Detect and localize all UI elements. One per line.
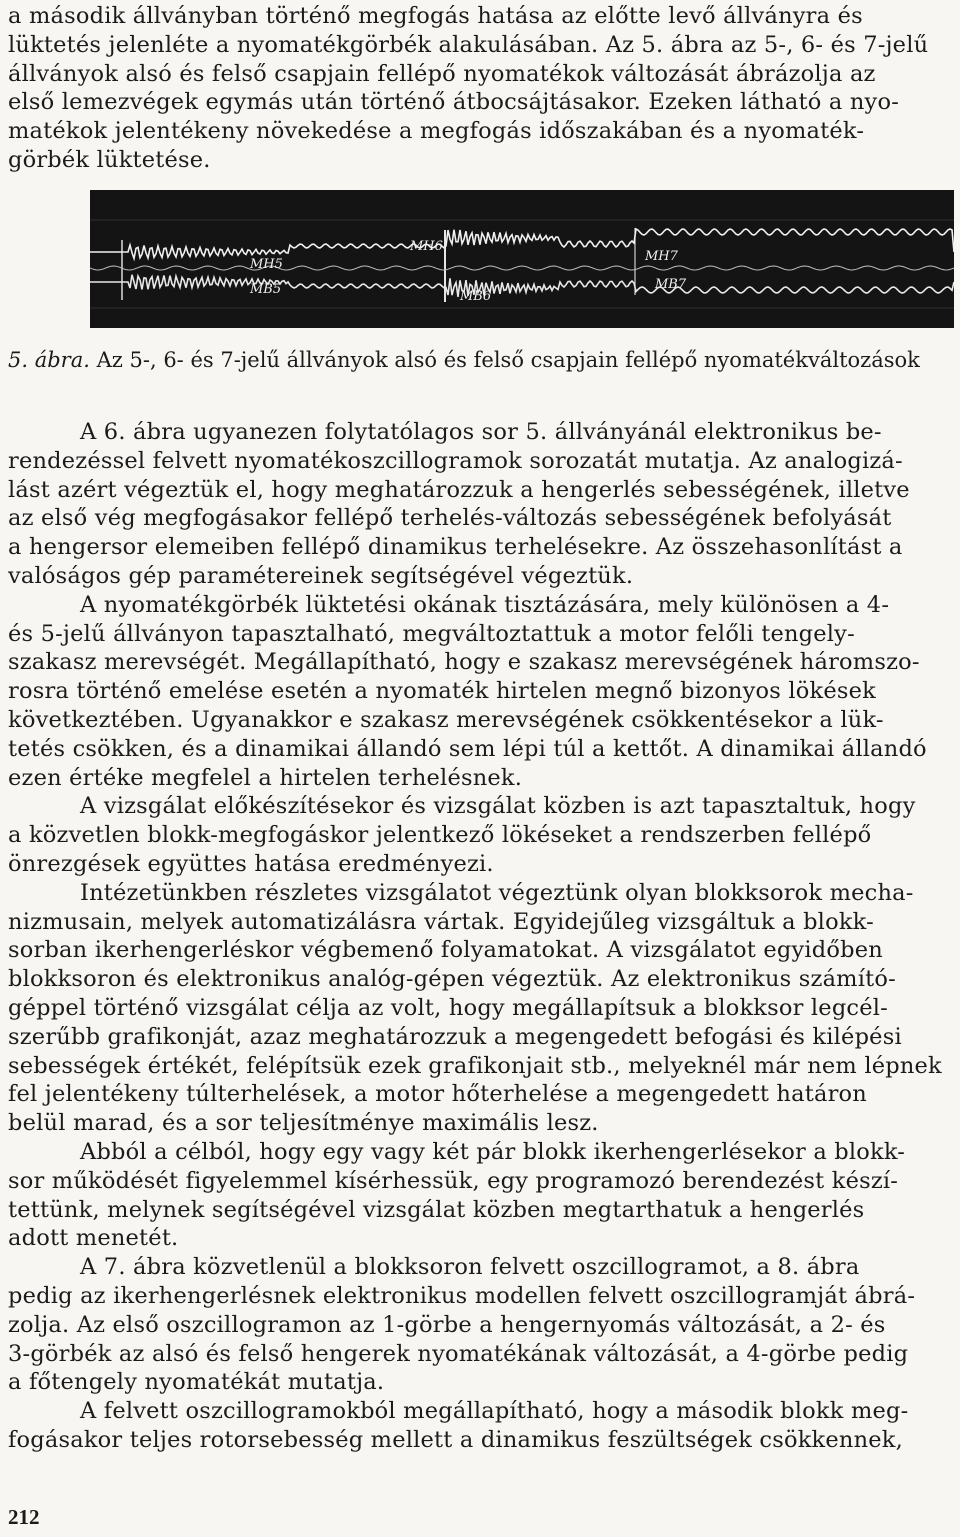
text-line: A vizsgálat előkészítésekor és vizsgálat közben is azt tapasztaltuk, hogy [80,793,916,820]
figure-label-mh5: MH5 [250,257,283,272]
text-line: tetés csökken, és a dinamikai állandó sem lépi túl a kettőt. A dinamikai állandó [8,735,927,762]
text-line: A nyomatékgörbék lüktetési okának tisztázására, mely különösen a 4- [80,591,890,618]
text-line: a második állványban történő megfogás hatása az előtte levő állványra és [8,3,863,29]
text-line: az első vég megfogásakor fellépő terhelés-változás sebességének befolyását [8,505,892,532]
text-line: rosra történő emelése esetén a nyomaték hirtelen megnő bizonyos lökések [8,678,876,705]
text-line: 3-görbék az alsó és felső hengerek nyomatékának változását, a 4-görbe pedig [8,1340,909,1367]
paragraph [8,792,953,878]
text-line: Abból a célból, hogy egy vagy két pár blokk ikerhengerlésekor a blokk- [80,1139,906,1165]
text-line: A 6. ábra ugyanezen folytatólagos sor 5. állványánál elektronikus be- [80,419,882,445]
text-line: sor működését figyelemmel kísérhessük, egy programozó berendezést készí- [8,1167,899,1194]
text-line: belül marad, és a sor teljesítménye maximális lesz. [8,1110,599,1137]
text-line: pedig az ikerhengerlésnek elektronikus modellen felvett oszcillogramját ábrá- [8,1282,916,1309]
figure-label-mb7: MB7 [655,277,687,292]
text-line: A felvett oszcillogramokból megállapítható, hogy a második blokk meg- [80,1398,909,1425]
text-line: a közvetlen blokk-megfogáskor jelentkező lökéseket a rendszerben fellépő [8,822,872,849]
figure-label-mh6: MH6 [410,239,443,254]
oscillogram-figure [90,190,954,328]
text-line: sebességek értékét, felépítsük ezek grafikonjait stb., melyeknél már nem lépnek [8,1052,942,1079]
caption-text: Az 5-, 6- és 7-jelű állványok alsó és felső csapjain fellépő nyomatékváltozások [96,348,920,372]
text-line: rendezéssel felvett nyomatékoszcillogramok sorozatát mutatja. Az analogizá- [8,447,903,474]
text-line: sorban ikerhengerléskor végbemenő folyamatokat. A vizsgálatot egyidőben [8,937,883,964]
text-line: zolja. Az első oszcillogramon az 1-görbe a hengernyomás változását, a 2- és [8,1311,886,1338]
text-line: fogásakor teljes rotorsebesség mellett a dinamikus feszültségek csökkennek, [8,1426,903,1453]
text-line: lást azért végeztük el, hogy meghatározzuk a hengerlés sebességének, illetve [8,476,910,503]
text-line: A 7. ábra közvetlenül a blokksoron felvett oszcillogramot, a 8. ábra [80,1254,860,1281]
text-line: önrezgések együttes hatása eredményezi. [8,850,494,877]
text-line: szerűbb grafikonját, azaz meghatározzuk a megengedett befogási és kilépési [8,1023,902,1050]
text-line: a főtengely nyomatékát mutatja. [8,1369,385,1396]
figure-label-mh7: MH7 [645,249,678,264]
paragraph [8,1397,953,1455]
paragraph-intro [8,2,953,175]
paragraph [8,418,953,591]
text-line: Intézetünkben részletes vizsgálatot végeztünk olyan blokksorok mecha- [80,879,914,906]
text-line: szakasz merevségét. Megállapítható, hogy e szakasz merevségének háromszo- [8,649,920,676]
text-line: valóságos gép paramétereinek segítségével végeztük. [8,562,634,589]
text-line: fel jelentékeny túlterhelések, a motor hőterhelése a megengedett határon [8,1081,867,1108]
figure-label-mb5: MB5 [250,282,282,297]
text-line: állványok alsó és felső csapjain fellépő nyomatékok változását ábrázolja az [8,60,876,87]
text-line: adott menetét. [8,1225,179,1252]
text-line: első lemezvégek egymás után történő átbocsájtásakor. Ezeken látható a nyo- [8,89,899,116]
paragraph [8,879,953,1138]
text-line: következtében. Ugyanakkor e szakasz merevségének csökkentésekor a lük- [8,706,884,733]
text-line: és 5-jelű állványon tapasztalható, megváltoztattuk a motor felőli tengely- [8,620,855,647]
text-line: görbék lüktetése. [8,146,211,173]
text-line: a hengersor elemeiben fellépő dinamikus terhelésekre. Az összehasonlítást a [8,534,903,561]
text-line: lüktetés jelenléte a nyomatékgörbék alakulásában. Az 5. ábra az 5-, 6- és 7-jelű [8,31,929,58]
text-line: ezen értéke megfelel a hirtelen terhelésnek. [8,764,523,791]
paragraph [8,1138,953,1253]
paragraph [8,591,953,793]
figure-label-mb6: MB6 [460,289,492,304]
paragraph [8,1253,953,1397]
text-line: blokksoron és elektronikus analóg-gépen végeztük. Az elektronikus számító- [8,966,896,993]
text-line: géppel történő vizsgálat célja az volt, hogy megállapítsuk a blokksor legcél- [8,994,888,1021]
text-line: tettünk, melynek segítségével vizsgálat közben megtarthatuk a hengerlés [8,1196,865,1223]
figure-number: 5. ábra. [8,348,90,372]
text-line: matékok jelentékeny növekedése a megfogás időszakában és a nyomaték- [8,118,865,145]
figure-caption [8,346,953,374]
text-line: nizmusain, melyek automatizálásra vártak. Egyidejűleg vizsgáltuk a blokk- [8,908,874,935]
page-number: 212 [8,1505,40,1529]
oscillogram-image [90,190,954,328]
